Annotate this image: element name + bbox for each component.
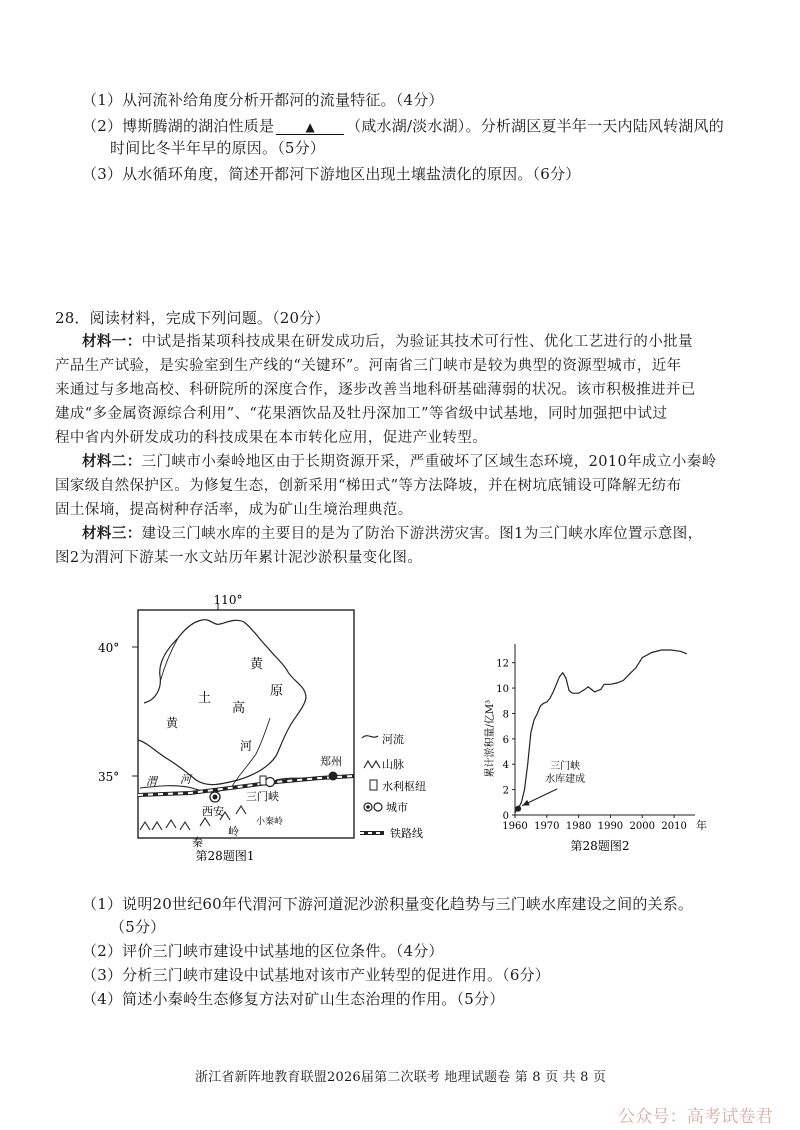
material-1-line-1 [82, 330, 693, 351]
q28-sub4: （4）简述小秦岭生态修复方法对矿山生态治理的作用。（5分） [82, 990, 505, 1008]
material-3-label: 材料三： [82, 525, 142, 542]
x-tick-label: 1980 [565, 821, 592, 832]
y-axis-label: 累计淤积量/亿M³ [485, 699, 496, 778]
annotation-text-1: 三门峡 [550, 760, 581, 772]
q27-sub2 [82, 115, 724, 136]
material-2-label: 材料二： [82, 453, 142, 470]
dam-built-point [515, 806, 521, 812]
annotation-text-2: 水库建成 [545, 773, 586, 785]
xiaoqinling-label: 小秦岭 [256, 817, 284, 827]
sediment-chart [480, 630, 730, 860]
map-legend [360, 732, 426, 840]
region-char-3: 高 [232, 701, 246, 716]
x-tick-label: 2000 [629, 821, 655, 832]
y-tick-label: 10 [496, 684, 509, 696]
zhengzhou-label: 郑州 [320, 755, 342, 768]
y-tick-label: 6 [502, 734, 509, 746]
material-1-line-5: 程中省内外研发成功的科技成果在本市转化应用，促进产业转型。 [55, 430, 488, 446]
q28-sub1: （1）说明20世纪60年代渭河下游河道泥沙淤积量变化趋势与三门峡水库建设之间的关系。 [82, 895, 694, 913]
qinling-char-2: 岭 [228, 825, 239, 838]
sanmenxia-label: 三门峡 [246, 790, 279, 803]
x-tick-label: 1970 [534, 821, 560, 832]
sanmenxia-dam-icon [260, 776, 266, 785]
region-char-2: 土 [198, 691, 212, 706]
material-1-text: 中试是指某项科技成果在研发成功后，为验证其技术可行性、优化工艺进行的小批量 [141, 334, 693, 350]
legend-mountain-label: 山脉 [382, 758, 404, 771]
huanghe-river [138, 620, 306, 785]
city-icon-open [374, 803, 382, 811]
y-tick-label: 2 [502, 785, 509, 797]
lon-label: 110° [213, 593, 243, 607]
y-tick-label: 0 [502, 811, 509, 822]
huanghe-char-1: 黄 [166, 716, 179, 730]
q28-sub1-cont: （5分） [110, 918, 166, 936]
chart-axes [515, 644, 695, 815]
dam-icon [370, 780, 377, 790]
y-tick-label: 8 [502, 709, 509, 721]
legend-railway-label: 铁路线 [390, 827, 423, 840]
qinling-char-1: 秦 [192, 836, 203, 849]
y-tick-label: 12 [496, 658, 509, 670]
x-axis-unit-label: 年 [696, 819, 707, 832]
chart-ticks [496, 659, 687, 832]
xian-label: 西安 [202, 805, 224, 818]
q27-sub1: （1）从河流补给角度分析开都河的流量特征。（4分） [82, 91, 444, 109]
page-footer: 浙江省新阵地教育联盟2026届第二次联考 地理试题卷 第 8 页 共 8 页 [195, 1070, 607, 1085]
chart-caption: 第28题图2 [570, 839, 630, 853]
q28-sub3: （3）分析三门峡市建设中试基地对该市产业转型的促进作用。（6分） [82, 966, 550, 984]
location-map [80, 590, 460, 870]
sediment-series-line [515, 650, 687, 813]
mountain-icon [364, 761, 380, 768]
huanghe-char-2: 河 [240, 739, 253, 753]
zhengzhou-city-marker [329, 772, 338, 781]
legend-river-label: 河流 [382, 733, 404, 746]
sanmenxia-city-marker [266, 778, 275, 787]
q28-sub2: （2）评价三门峡市建设中试基地的区位条件。（4分） [82, 942, 444, 960]
legend-dam-label: 水利枢纽 [382, 780, 426, 793]
region-char-4: 原 [270, 684, 284, 699]
weihe-char-1: 渭 [146, 775, 157, 788]
legend-river-icon [362, 736, 378, 738]
x-tick-label: 1960 [502, 821, 528, 832]
material-2-text: 三门峡市小秦岭地区由于长期资源开采，严重破坏了区域生态环境，2010年成立小秦岭 [141, 454, 717, 470]
y-tick-label: 4 [502, 760, 509, 772]
answer-blank: ▲ [276, 120, 344, 135]
q27-sub2-pre: （2）博斯腾湖的湖泊性质是 [82, 117, 275, 135]
region-char-1: 黄 [250, 657, 264, 672]
material-2-line-2: 国家级自然保护区。为修复生态，创新采用“梯田式”等方法降坡，并在树坑底铺设可降解无纺布 [55, 478, 682, 494]
watermark: 公众号：高考试卷君 [618, 1107, 773, 1127]
material-1-label: 材料一： [82, 333, 142, 350]
lat40-label: 40° [98, 641, 120, 655]
material-1-line-3: 来通过与多地高校、科研院所的深度合作，逐步改善当地科研基础薄弱的状况。该市积极推进并已 [55, 382, 696, 398]
x-tick-label: 1990 [597, 821, 624, 832]
xian-city-dot [213, 795, 218, 800]
q27-sub3: （3）从水循环角度，简述开都河下游地区出现土壤盐渍化的原因。（6分） [82, 165, 581, 183]
map-caption: 第28题图1 [195, 849, 255, 863]
material-3-line-1 [82, 522, 703, 543]
material-3-text: 建设三门峡水库的主要目的是为了防治下游洪涝灾害。图1为三门峡水库位置示意图， [141, 526, 703, 542]
material-1-line-4: 建成“多金属资源综合利用”、“花果酒饮品及牡丹深加工”等省级中试基地，同时加强把中试过 [55, 406, 668, 422]
q27-sub2-cont: 时间比冬半年早的原因。（5分） [110, 139, 326, 157]
x-tick-label: 2010 [661, 821, 687, 832]
material-2-line-1 [82, 450, 717, 471]
city-icon-dot [366, 805, 370, 809]
material-1-line-2: 产品生产试验，是实验室到生产线的“关键环”。河南省三门峡市是较为典型的资源型城市，近年 [55, 358, 682, 374]
material-3-line-2: 图2为渭河下游某一水文站历年累计泥沙淤积量变化图。 [55, 550, 423, 566]
legend-city-label: 城市 [386, 801, 408, 814]
q28-header: 28．阅读材料，完成下列问题。（20分） [55, 309, 330, 327]
lat35-label: 35° [98, 770, 120, 784]
material-2-line-3: 固土保墒，提高树种存活率，成为矿山生境治理典范。 [55, 502, 413, 518]
q27-sub2-post: （咸水湖/淡水湖）。分析湖区夏半年一天内陆风转湖风的 [346, 117, 724, 135]
weihe-char-2: 河 [180, 773, 191, 786]
